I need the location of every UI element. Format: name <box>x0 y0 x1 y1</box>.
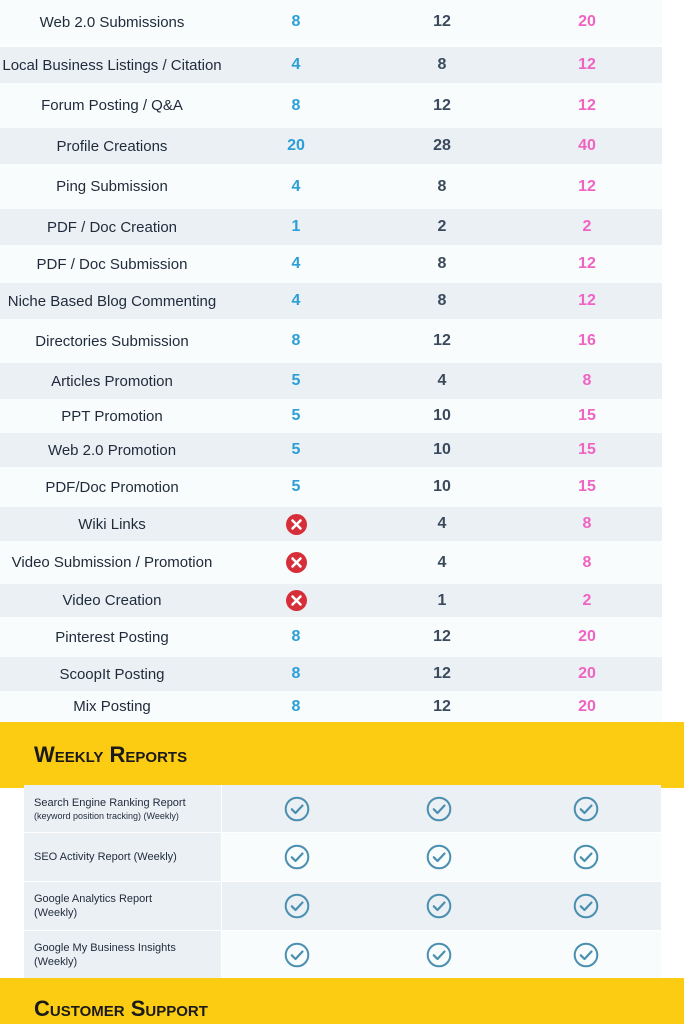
plan3-value: 15 <box>578 407 596 424</box>
table-row <box>0 283 662 319</box>
table-row <box>0 433 662 467</box>
table-row <box>0 399 662 433</box>
plan2-value: 12 <box>433 665 451 682</box>
feature-name: Local Business Listings / Citation <box>2 56 222 74</box>
plan2-value: 10 <box>433 407 451 424</box>
report-row <box>24 785 661 832</box>
plan2-value: 10 <box>433 441 451 458</box>
plan2-value: 12 <box>433 697 451 715</box>
check-circle-icon <box>573 844 599 870</box>
plan2-value: 2 <box>437 218 447 235</box>
plan3-value: 15 <box>578 441 596 458</box>
table-row <box>0 209 662 245</box>
plan2-value: 8 <box>437 177 447 195</box>
plan2-value: 8 <box>437 292 447 309</box>
report-name <box>24 833 222 881</box>
report-name <box>24 931 222 978</box>
report-name <box>24 785 222 832</box>
check-circle-icon <box>426 844 452 870</box>
feature-name: Directories Submission <box>35 332 189 350</box>
report-name-line1: Google Analytics Report <box>34 893 153 905</box>
x-circle-icon <box>286 514 307 535</box>
table-row <box>0 128 662 164</box>
plan1-value: 1 <box>291 218 301 235</box>
check-circle-icon <box>426 942 452 968</box>
table-row <box>0 467 662 507</box>
report-row <box>24 931 661 978</box>
plan1-value: 8 <box>291 697 301 715</box>
check-circle-icon <box>284 893 310 919</box>
plan1-value: 8 <box>291 665 301 682</box>
feature-name: Video Creation <box>62 592 162 609</box>
check-circle-icon <box>426 796 452 822</box>
plan3-value: 15 <box>578 478 596 495</box>
report-name-line1: SEO Activity Report (Weekly) <box>34 851 177 863</box>
plan2-value: 8 <box>437 56 447 73</box>
x-circle-icon <box>286 552 307 573</box>
check-circle-icon <box>573 796 599 822</box>
plan1-value: 5 <box>291 372 301 389</box>
feature-name: PPT Promotion <box>61 407 163 425</box>
feature-name: Web 2.0 Promotion <box>47 441 177 459</box>
plan2-value: 1 <box>437 591 447 609</box>
page-margin <box>662 0 684 722</box>
plan3-value: 2 <box>582 218 592 235</box>
check-circle-icon <box>284 844 310 870</box>
table-row <box>0 657 662 691</box>
plan1-value <box>266 584 326 617</box>
plan2-value: 4 <box>437 515 447 532</box>
plan3-value: 40 <box>578 137 596 154</box>
table-row <box>0 0 662 44</box>
plan2-value: 12 <box>433 332 451 349</box>
table-row <box>0 507 662 541</box>
report-name-line1: Search Engine Ranking Report <box>34 796 186 809</box>
plan3-value: 20 <box>578 13 596 30</box>
plan1-value: 20 <box>287 137 305 154</box>
report-name-line2: (Weekly) <box>34 955 78 968</box>
report-row <box>24 882 661 930</box>
feature-name: PDF / Doc Creation <box>46 218 178 236</box>
check-circle-icon <box>573 942 599 968</box>
feature-name: Articles Promotion <box>51 372 173 390</box>
plan1-value <box>266 541 326 584</box>
table-row <box>0 164 662 209</box>
plan2-value: 12 <box>433 96 451 114</box>
feature-name: PDF / Doc Submission <box>36 255 188 273</box>
plan3-value: 12 <box>578 292 596 309</box>
feature-name: ScoopIt Posting <box>59 665 165 683</box>
plan1-value: 4 <box>291 177 301 195</box>
plan3-value: 12 <box>578 56 596 73</box>
plan1-value: 4 <box>291 292 301 309</box>
plan1-value: 4 <box>291 56 301 73</box>
report-name-line2: (Weekly) <box>34 907 78 919</box>
plan2-value: 8 <box>437 255 447 272</box>
plan2-value: 28 <box>433 137 451 154</box>
table-row <box>0 319 662 363</box>
customer-support-title: Customer Support <box>34 996 208 1021</box>
plan3-value: 12 <box>578 255 596 272</box>
plan3-value: 12 <box>578 96 596 114</box>
plan3-value: 16 <box>578 332 596 349</box>
feature-name: Web 2.0 Submissions <box>39 13 185 31</box>
plan1-value: 5 <box>291 441 301 458</box>
report-name <box>24 882 222 930</box>
plan1-value: 8 <box>291 628 301 645</box>
plan2-value: 12 <box>433 628 451 645</box>
weekly-reports-title: Weekly Reports <box>34 742 188 767</box>
check-circle-icon <box>573 893 599 919</box>
feature-name: Forum Posting / Q&A <box>41 97 183 114</box>
plan1-value <box>266 507 326 541</box>
plan3-value: 20 <box>578 697 596 715</box>
report-row <box>24 833 661 881</box>
plan3-value: 20 <box>578 665 596 682</box>
table-row <box>0 617 662 657</box>
check-circle-icon <box>284 942 310 968</box>
plan1-value: 4 <box>291 255 301 272</box>
table-row <box>0 691 662 722</box>
feature-name: Profile Creations <box>56 137 168 155</box>
feature-name: Video Submission / Promotion <box>11 554 213 571</box>
plan1-value: 8 <box>291 96 301 114</box>
check-circle-icon <box>284 796 310 822</box>
feature-name: Wiki Links <box>78 515 146 533</box>
plan1-value: 5 <box>291 478 301 495</box>
page-margin <box>661 788 684 978</box>
plan2-value: 10 <box>433 478 451 495</box>
plan2-value: 4 <box>437 372 447 389</box>
plan1-value: 5 <box>291 407 301 424</box>
table-row <box>0 83 662 128</box>
table-row <box>0 584 662 617</box>
plan2-value: 4 <box>437 553 447 571</box>
feature-name: Pinterest Posting <box>55 628 169 646</box>
plan2-value: 12 <box>433 13 451 30</box>
table-row <box>0 47 662 83</box>
feature-name: Niche Based Blog Commenting <box>7 292 217 310</box>
plan3-value: 2 <box>582 591 592 609</box>
plan1-value: 8 <box>291 332 301 349</box>
plan3-value: 8 <box>582 553 592 571</box>
report-name-line1: Google My Business Insights <box>34 941 176 954</box>
report-name-line2: (keyword position tracking) (Weekly) <box>34 810 179 821</box>
feature-name: Ping Submission <box>56 178 168 195</box>
table-row <box>0 363 662 399</box>
plan1-value: 8 <box>291 13 301 30</box>
table-row <box>0 541 662 584</box>
plan3-value: 12 <box>578 177 596 195</box>
feature-name: Mix Posting <box>73 698 151 715</box>
plan3-value: 20 <box>578 628 596 645</box>
plan3-value: 8 <box>582 515 592 532</box>
feature-name: PDF/Doc Promotion <box>45 478 179 496</box>
plan3-value: 8 <box>582 372 592 389</box>
table-row <box>0 245 662 283</box>
check-circle-icon <box>426 893 452 919</box>
x-circle-icon <box>286 590 307 611</box>
